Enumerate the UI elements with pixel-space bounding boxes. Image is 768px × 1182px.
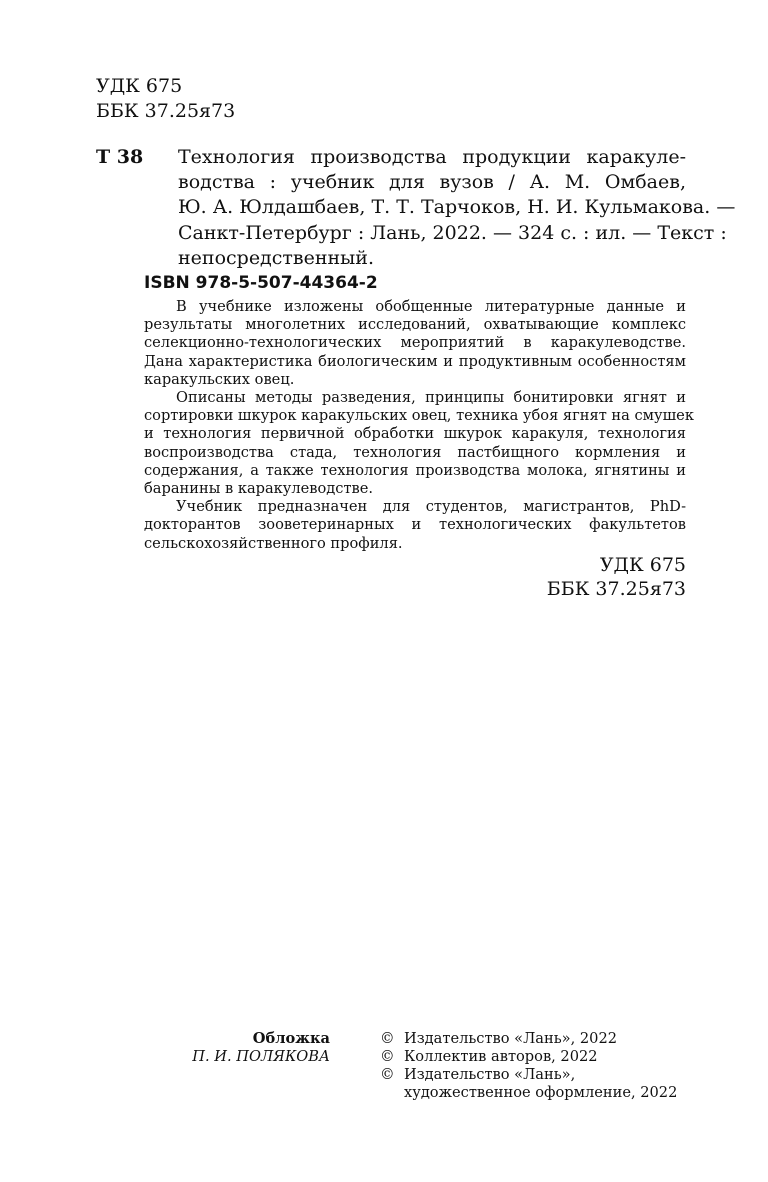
annotation-line: Учебник предназначен для студентов, магистрантов, PhD-: [176, 498, 686, 516]
copyright-icon: ©: [380, 1066, 395, 1083]
description-line: Санкт-Петербург : Лань, 2022. — 324 с. : ил. — Текст :: [178, 221, 727, 244]
copyright-line: [380, 1048, 690, 1066]
copyright-line: [380, 1030, 690, 1048]
isbn: ISBN 978-5-507-44364-2: [144, 273, 378, 293]
annotation-line: Описаны методы разведения, принципы бонитировки ягнят и: [176, 389, 686, 407]
annotation-line: результаты многолетних исследований, охватывающие комплекс: [144, 316, 686, 334]
cover-credit: [130, 1030, 330, 1066]
copyright-block: [380, 1030, 690, 1102]
cover-designer-name: П. И. ПОЛЯКОВА: [192, 1048, 330, 1065]
copyright-icon: ©: [380, 1030, 395, 1047]
annotation-line: сортировки шкурок каракульских овец, техника убоя ягнят на смушек: [144, 407, 694, 425]
annotation-line: баранины в каракулеводстве.: [144, 480, 374, 498]
description-line: водства : учебник для вузов / А. М. Омбаев,: [178, 171, 686, 194]
cover-label: Обложка: [252, 1030, 330, 1047]
classification-codes-bottom: [486, 553, 686, 601]
classification-codes-top: [96, 74, 235, 124]
description-line: Ю. А. Юлдашбаев, Т. Т. Тарчоков, Н. И. Кульмакова. —: [178, 196, 736, 219]
annotation-line: докторантов зооветеринарных и технологических факультетов: [144, 516, 686, 534]
annotation-line: селекционно-технологических мероприятий в каракулеводстве.: [144, 334, 686, 352]
copyright-text: Издательство «Лань», 2022: [404, 1030, 618, 1047]
annotation: [144, 298, 694, 553]
description-line: непосредственный.: [178, 246, 375, 269]
annotation-line: каракульских овец.: [144, 370, 295, 388]
annotation-line: воспроизводства стада, технология пастбищного кормления и: [144, 443, 686, 461]
bbk-code: ББК 37.25я73: [96, 100, 236, 122]
udk-code: УДК 675: [96, 75, 183, 97]
bibliographic-description: [178, 145, 736, 271]
copyright-line: [380, 1066, 690, 1084]
annotation-line: В учебнике изложены обобщенные литературные данные и: [176, 298, 686, 315]
udk-code: УДК 675: [599, 554, 686, 576]
copyright-icon: ©: [380, 1048, 395, 1065]
description-line: Технология производства продукции каракуле-: [178, 146, 686, 168]
annotation-line: содержания, а также технология производства молока, ягнятины и: [144, 461, 686, 479]
annotation-line: сельскохозяйственного профиля.: [144, 534, 403, 552]
copyright-text: Коллектив авторов, 2022: [404, 1048, 598, 1065]
annotation-line: Дана характеристика биологическим и продуктивным особенностям: [144, 352, 686, 370]
copyright-text: Издательство «Лань»,: [404, 1066, 576, 1083]
copyright-continuation: художественное оформление, 2022: [404, 1084, 678, 1101]
author-cipher: Т 38: [96, 146, 144, 168]
bbk-code: ББК 37.25я73: [546, 578, 686, 600]
annotation-line: и технология первичной обработки шкурок каракуля, технология: [144, 425, 686, 443]
